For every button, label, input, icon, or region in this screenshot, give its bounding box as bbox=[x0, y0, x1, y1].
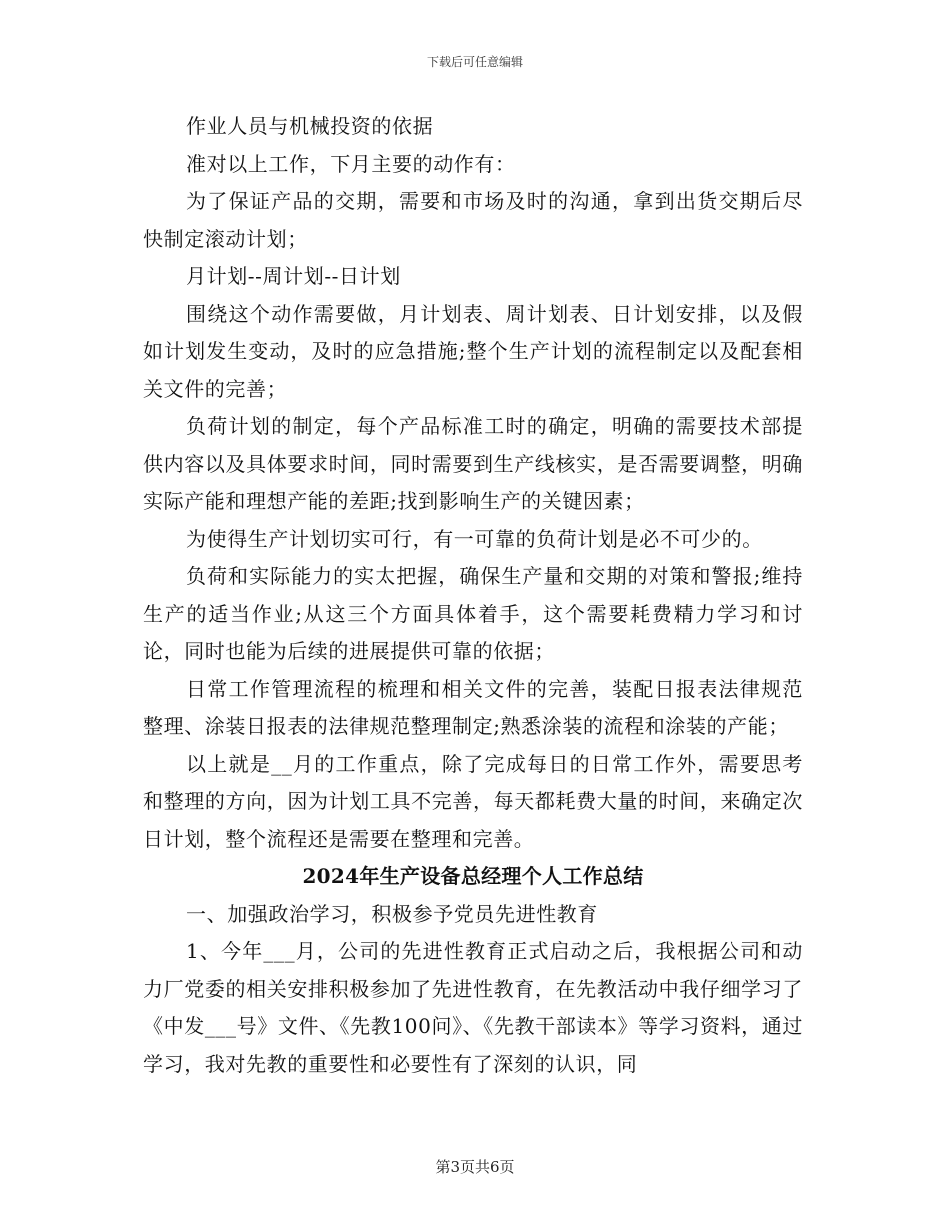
paragraph: 日常工作管理流程的梳理和相关文件的完善，装配日报表法律规范整理、涂装日报表的法律规范整理制定;熟悉涂装的流程和涂装的产能； bbox=[143, 676, 803, 738]
paragraph: 一、加强政治学习，积极参予党员先进性教育 bbox=[186, 901, 598, 926]
paragraph: 准对以上工作，下月主要的动作有： bbox=[186, 151, 516, 176]
paragraph: 1、今年___月，公司的先进性教育正式启动之后，我根据公司和动力厂党委的相关安排积极参加了先进性教育，在先教活动中我仔细学习了《中发___号》文件、《先教100问》、《先教干部读本》等学习资料，通过学习，我对先教的重要性和必要性有了深刻的认识，同 bbox=[143, 939, 803, 1076]
paragraph: 负荷计划的制定，每个产品标准工时的确定，明确的需要技术部提供内容以及具体要求时间，同时需要到生产线核实，是否需要调整，明确实际产能和理想产能的差距;找到影响生产的关键因素； bbox=[143, 414, 803, 513]
paragraph: 为使得生产计划切实可行，有一可靠的负荷计划是必不可少的。 bbox=[186, 526, 763, 551]
paragraph: 为了保证产品的交期，需要和市场及时的沟通，拿到出货交期后尽快制定滚动计划； bbox=[143, 189, 803, 251]
page-header-note: 下载后可任意编辑 bbox=[426, 55, 523, 69]
paragraph: 月计划--周计划--日计划 bbox=[186, 264, 401, 288]
paragraph: 负荷和实际能力的实太把握，确保生产量和交期的对策和警报;维持生产的适当作业;从这三个方面具体着手，这个需要耗费精力学习和讨论，同时也能为后续的进展提供可靠的依据； bbox=[143, 564, 803, 663]
paragraph: 作业人员与机械投资的依据 bbox=[186, 114, 434, 138]
section-title: 2024年生产设备总经理个人工作总结 bbox=[302, 864, 644, 888]
document-body bbox=[143, 108, 803, 1083]
page-number: 第3页共6页 bbox=[435, 1158, 515, 1176]
paragraph: 围绕这个动作需要做，月计划表、周计划表、日计划安排，以及假如计划发生变动，及时的应急措施;整个生产计划的流程制定以及配套相关文件的完善； bbox=[143, 301, 803, 401]
paragraph: 以上就是__月的工作重点，除了完成每日的日常工作外，需要思考和整理的方向，因为计划工具不完善，每天都耗费大量的时间，来确定次日计划，整个流程还是需要在整理和完善。 bbox=[143, 751, 803, 851]
